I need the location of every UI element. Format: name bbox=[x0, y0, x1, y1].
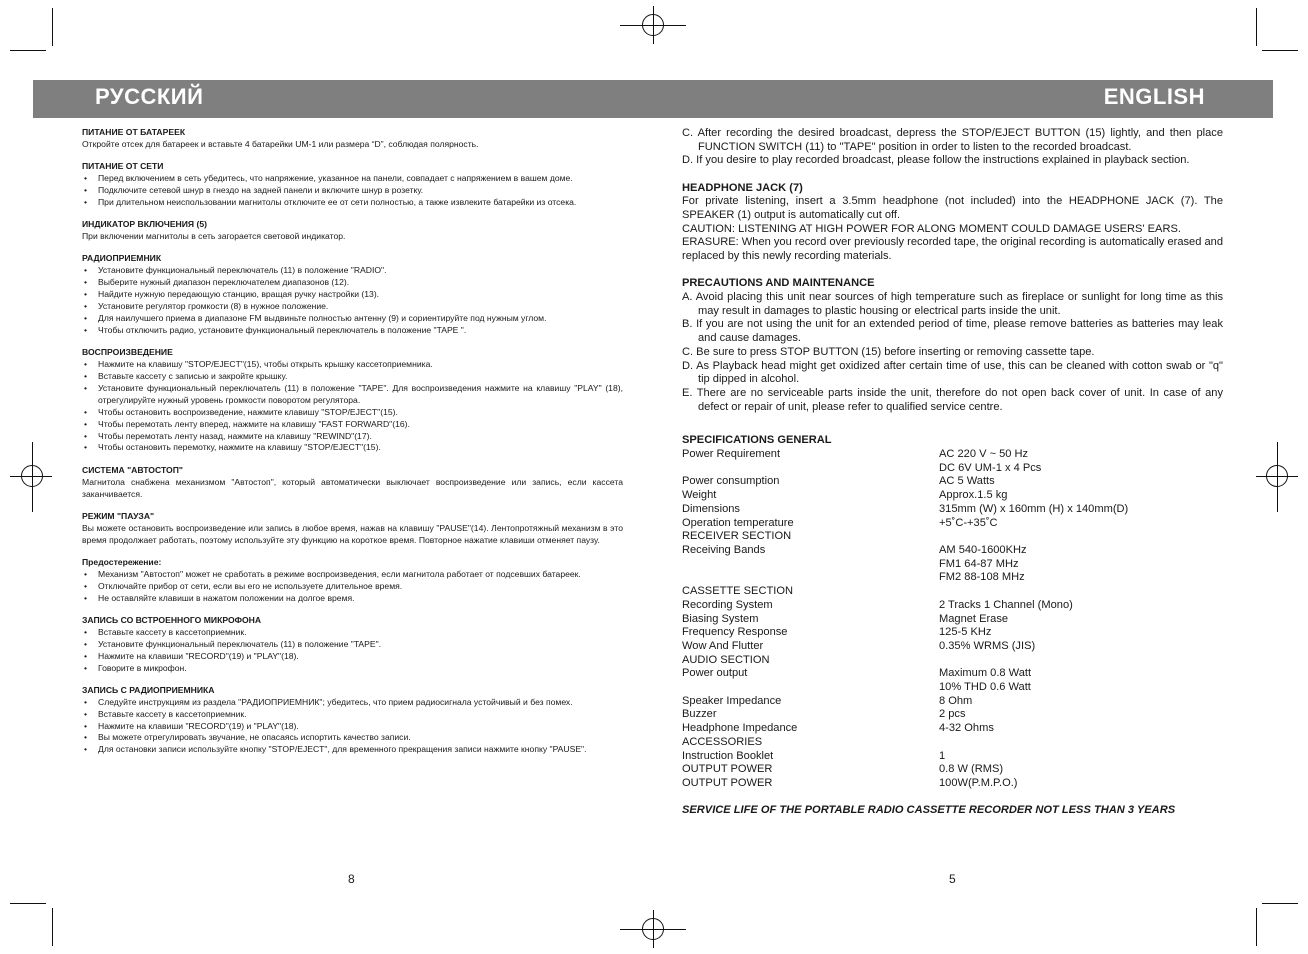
list-item: • Вставьте кассету в кассетоприемник. bbox=[82, 627, 623, 639]
spec-row bbox=[682, 695, 1223, 709]
list-item: • Вы можете отрегулировать звучание, не опасаясь испортить качество записи. bbox=[82, 732, 623, 744]
ru-section bbox=[82, 685, 623, 756]
spec-value bbox=[939, 654, 1223, 668]
list-item: • Выберите нужный диапазон переключателем диапазонов (12). bbox=[82, 277, 623, 289]
list-item: • Установите функциональный переключатель (11) в положение "TAPE". Для воспроизведения нажмите на клавишу "PLAY" (18), отрегулируйте нужный уровень громкости поворотом регулятора. bbox=[82, 383, 623, 407]
spec-label: OUTPUT POWER bbox=[682, 776, 773, 789]
spec-label: CASSETTE SECTION bbox=[682, 585, 793, 598]
paragraph: ERASURE: When you record over previously recorded tape, the original recording is automatically erased and replaced by this newly recording materials. bbox=[682, 236, 1223, 263]
spec-label bbox=[682, 558, 939, 572]
section-title: СИСТЕМА "АВТОСТОП" bbox=[82, 464, 183, 475]
spec-label: Dimensions bbox=[682, 502, 740, 515]
page-number-left: 8 bbox=[348, 872, 355, 886]
spec-value: 10% THD 0.6 Watt bbox=[939, 681, 1031, 694]
header-title-russian: РУССКИЙ bbox=[95, 84, 204, 109]
list-item: • Установите функциональный переключатель (11) в положение "TAPE". bbox=[82, 639, 623, 651]
spec-row bbox=[682, 599, 1223, 613]
paragraph: For private listening, insert a 3.5mm headphone (not included) into the HEADPHONE JACK (7). The SPEAKER (1) output is automatically cut off. bbox=[682, 195, 1223, 222]
paragraph: Откройте отсек для батареек и вставьте 4 батарейки UM-1 или размера “D”, соблюдая полярность. bbox=[82, 138, 479, 149]
spec-row bbox=[682, 667, 1223, 681]
section-title: ВОСПРОИЗВЕДЕНИЕ bbox=[82, 347, 173, 358]
spec-row bbox=[682, 681, 1223, 695]
list-item: • При длительном неиспользовании магнитолы отключите ее от сети полностью, а также извлеките батарейки из отсека. bbox=[82, 197, 623, 209]
spec-label: Weight bbox=[682, 489, 717, 502]
list-item: • Чтобы остановить перемотку, нажмите на клавишу "STOP/EJECT"(15). bbox=[82, 442, 623, 454]
spec-label: Operation temperature bbox=[682, 516, 794, 529]
list-item: • Отключайте прибор от сети, если вы его не используете длительное время. bbox=[82, 581, 623, 593]
list-item: • Говорите в микрофон. bbox=[82, 663, 623, 675]
spec-label: Wow And Flutter bbox=[682, 639, 764, 652]
section-title: ЗАПИСЬ С РАДИОПРИЕМНИКА bbox=[82, 684, 215, 695]
list-item: D. As Playback head might get oxidized after certain time of use, this can be cleaned with cotton swab or "q" tip dipped in alcohol. bbox=[682, 359, 1223, 386]
page-number-right: 5 bbox=[949, 872, 956, 886]
spec-label: RECEIVER SECTION bbox=[682, 530, 792, 543]
spec-label: Power consumption bbox=[682, 475, 780, 488]
list-item: • Нажмите на клавиши "RECORD"(19) и "PLAY"(18). bbox=[82, 721, 623, 733]
spec-label: Power output bbox=[682, 667, 748, 680]
spec-value: FM1 64-87 MHz bbox=[939, 557, 1019, 570]
spec-value: AC 5 Watts bbox=[939, 475, 995, 488]
spec-row bbox=[682, 517, 1223, 531]
spec-value: 1 bbox=[939, 749, 946, 762]
spec-row bbox=[682, 585, 1223, 599]
spec-row bbox=[682, 640, 1223, 654]
spec-label: Buzzer bbox=[682, 708, 717, 721]
paragraph: CAUTION: LISTENING AT HIGH POWER FOR ALONG MOMENT COULD DAMAGE USERS' EARS. bbox=[682, 222, 1181, 235]
spec-label: Biasing System bbox=[682, 612, 759, 625]
spec-value: FM2 88-108 MHz bbox=[939, 571, 1025, 584]
spec-label: Recording System bbox=[682, 598, 773, 611]
list-item: • Чтобы остановить воспроизведение, нажмите клавишу "STOP/EJECT"(15). bbox=[82, 407, 623, 419]
section-title: ИНДИКАТОР ВКЛЮЧЕНИЯ (5) bbox=[82, 219, 207, 230]
list-item: • Вставьте кассету в кассетоприемник. bbox=[82, 709, 623, 721]
ru-section bbox=[82, 253, 623, 336]
spec-label: OUTPUT POWER bbox=[682, 763, 773, 776]
list-item: B. If you are not using the unit for an extended period of time, please remove batteries as batteries may leak and cause damages. bbox=[682, 318, 1223, 345]
bullet-list bbox=[82, 359, 623, 454]
spec-label bbox=[682, 462, 939, 476]
list-item: • Установите регулятор громкости (8) в нужное положение. bbox=[82, 301, 623, 313]
ru-section bbox=[82, 615, 623, 675]
bullet-list bbox=[82, 265, 623, 336]
spec-row bbox=[682, 448, 1223, 462]
list-item: • Нажмите на клавиши "RECORD"(19) и "PLAY"(18). bbox=[82, 651, 623, 663]
spec-row bbox=[682, 613, 1223, 627]
spec-row bbox=[682, 475, 1223, 489]
list-item: A. Avoid placing this unit near sources of high temperature such as fireplace or sunlight for long time as this may result in damages to plastic housing or electrical parts inside the unit. bbox=[682, 291, 1223, 317]
spec-label: Speaker Impedance bbox=[682, 694, 782, 707]
section-title: РЕЖИМ "ПАУЗА" bbox=[82, 510, 155, 521]
list-item: • Найдите нужную передающую станцию, вращая ручку настройки (13). bbox=[82, 289, 623, 301]
spec-value: AM 540-1600KHz bbox=[939, 543, 1027, 556]
section-title: РАДИОПРИЕМНИК bbox=[82, 253, 162, 264]
spec-value: Magnet Erase bbox=[939, 612, 1009, 625]
paragraph: При включении магнитолы в сеть загорается световой индикатор. bbox=[82, 231, 346, 242]
list-item: • Для остановки записи используйте кнопку "STOP/EJECT", для временного прекращения записи нажмите кнопку "PAUSE". bbox=[82, 744, 623, 756]
spec-row bbox=[682, 503, 1223, 517]
spec-value: 2 Tracks 1 Channel (Mono) bbox=[939, 598, 1073, 611]
spec-value: +5˚C-+35˚C bbox=[939, 516, 998, 529]
list-item: • Подключите сетевой шнур в гнездо на задней панели и включите шнур в розетку. bbox=[82, 185, 623, 197]
spec-row bbox=[682, 750, 1223, 764]
section-title: Предостережение: bbox=[82, 556, 162, 567]
bullet-list bbox=[82, 173, 623, 209]
list-item: E. There are no serviceable parts inside the unit, therefore do not open back cover of unit. In case of any defect or repair of unit, please refer to qualified service centre. bbox=[682, 386, 1223, 413]
ru-section bbox=[82, 161, 623, 209]
list-item: • Перед включением в сеть убедитесь, что напряжение, указанное на панели, совпадает с напряжением в вашем доме. bbox=[82, 173, 623, 185]
spec-row bbox=[682, 530, 1223, 544]
spec-row bbox=[682, 777, 1223, 791]
spec-value: 8 Ohm bbox=[939, 694, 973, 707]
list-item: • Не оставляйте клавиши в нажатом положении на долгое время. bbox=[82, 593, 623, 605]
spec-value: 4-32 Ohms bbox=[939, 722, 994, 735]
bullet-list bbox=[82, 627, 623, 675]
spec-row bbox=[682, 626, 1223, 640]
section-title: SPECIFICATIONS GENERAL bbox=[682, 434, 832, 447]
service-life-note: SERVICE LIFE OF THE PORTABLE RADIO CASSETTE RECORDER NOT LESS THAN 3 YEARS bbox=[682, 803, 1176, 816]
spec-row bbox=[682, 558, 1223, 572]
english-column bbox=[682, 127, 1223, 817]
spec-value: 2 pcs bbox=[939, 708, 966, 721]
section-title: ПИТАНИЕ ОТ БАТАРЕЕК bbox=[82, 127, 186, 137]
spec-row bbox=[682, 722, 1223, 736]
spec-row bbox=[682, 763, 1223, 777]
spec-value: 125-5 KHz bbox=[939, 626, 992, 639]
ru-section bbox=[82, 127, 623, 151]
bullet-list bbox=[82, 697, 623, 757]
spec-row bbox=[682, 462, 1223, 476]
spec-row bbox=[682, 544, 1223, 558]
list-item: • Чтобы отключить радио, установите функциональный переключатель в положение "TAPE ". bbox=[82, 325, 623, 337]
header-title-english: ENGLISH bbox=[1103, 84, 1205, 109]
spec-value: DC 6V UM-1 x 4 Pcs bbox=[939, 461, 1042, 474]
spec-label: ACCESSORIES bbox=[682, 735, 763, 748]
russian-column bbox=[82, 127, 623, 767]
paragraph: Вы можете остановить воспроизведение или запись в любое время, нажав на клавишу "PAUSE"(14). Лентопротяжный механизм в это время продолжает работать, поэтому используйте эту функцию на короткое время. Повторное нажатие клавиши отменяет паузу. bbox=[82, 522, 623, 545]
list-item: • Для наилучшего приема в диапазоне FM выдвиньте полностью антенну (9) и сориентируйте под нужным углом. bbox=[82, 313, 623, 325]
specifications-section bbox=[682, 434, 1223, 790]
bullet-list bbox=[82, 569, 623, 605]
spec-row bbox=[682, 654, 1223, 668]
ru-section bbox=[82, 557, 623, 605]
spec-value: 315mm (W) x 160mm (H) x 140mm(D) bbox=[939, 502, 1129, 515]
spec-value: 100W(P.M.P.O.) bbox=[939, 776, 1018, 789]
spec-value bbox=[939, 585, 1223, 599]
spec-value: Maximum 0.8 Watt bbox=[939, 667, 1032, 680]
list-item: • Чтобы перемотать ленту назад, нажмите на клавишу "REWIND"(17). bbox=[82, 431, 623, 443]
spec-label: Headphone Impedance bbox=[682, 722, 798, 735]
spec-table bbox=[682, 448, 1223, 791]
section-title: ПИТАНИЕ ОТ СЕТИ bbox=[82, 161, 164, 172]
spec-value: 0.8 W (RMS) bbox=[939, 763, 1004, 776]
recording-continuation bbox=[682, 127, 1223, 168]
spec-label: Receiving Bands bbox=[682, 543, 766, 556]
list-item: • Следуйте инструкциям из раздела "РАДИОПРИЕМНИК"; убедитесь, что прием радиосигнала устойчивый и без помех. bbox=[82, 697, 623, 709]
spec-row bbox=[682, 736, 1223, 750]
list-item: C. Be sure to press STOP BUTTON (15) before inserting or removing cassette tape. bbox=[682, 345, 1095, 358]
list-item: • Нажмите на клавишу "STOP/EJECT"(15), чтобы открыть крышку кассетоприемника. bbox=[82, 359, 623, 371]
spec-value: AC 220 V ~ 50 Hz bbox=[939, 448, 1029, 461]
list-item: • Чтобы перемотать ленту вперед, нажмите на клавишу "FAST FORWARD"(16). bbox=[82, 419, 623, 431]
spec-row bbox=[682, 489, 1223, 503]
ru-section bbox=[82, 347, 623, 454]
list-item: C. After recording the desired broadcast, depress the STOP/EJECT BUTTON (15) lightly, and then place FUNCTION SWITCH (11) to "TAPE" position in order to listen to the recorded broadcast. bbox=[682, 127, 1223, 153]
section-title: ЗАПИСЬ СО ВСТРОЕННОГО МИКРОФОНА bbox=[82, 614, 262, 625]
spec-label: Frequency Response bbox=[682, 626, 788, 639]
section-title: HEADPHONE JACK (7) bbox=[682, 181, 803, 194]
section-title: PRECAUTIONS AND MAINTENANCE bbox=[682, 277, 875, 290]
spec-label: AUDIO SECTION bbox=[682, 653, 770, 666]
spec-value: Approx.1.5 kg bbox=[939, 489, 1008, 502]
paragraph: Магнитола снабжена механизмом "Автостоп", который автоматически выключает воспроизведение или запись, если кассета заканчивается. bbox=[82, 476, 623, 499]
list-item: • Механизм "Автостоп" может не сработать в режиме воспроизведения, если магнитола работает от подсевших батареек. bbox=[82, 569, 623, 581]
list-item: • Вставьте кассету с записью и закройте крышку. bbox=[82, 371, 623, 383]
ru-section bbox=[82, 219, 623, 243]
ru-section bbox=[82, 465, 623, 501]
headphone-section bbox=[682, 182, 1223, 264]
language-header-bar bbox=[33, 80, 1273, 118]
list-item: D. If you desire to play recorded broadcast, please follow the instructions explained in playback section. bbox=[682, 154, 1190, 167]
spec-label bbox=[682, 681, 939, 695]
spec-row bbox=[682, 571, 1223, 585]
spec-label: Instruction Booklet bbox=[682, 749, 774, 762]
spec-value bbox=[939, 530, 1223, 544]
spec-value: 0.35% WRMS (JIS) bbox=[939, 639, 1036, 652]
spec-value bbox=[939, 736, 1223, 750]
spec-row bbox=[682, 708, 1223, 722]
list-item: • Установите функциональный переключатель (11) в положение "RADIO". bbox=[82, 265, 623, 277]
spec-label: Power Requirement bbox=[682, 448, 781, 461]
precautions-section bbox=[682, 277, 1223, 414]
ru-section bbox=[82, 511, 623, 547]
spec-label bbox=[682, 571, 939, 585]
